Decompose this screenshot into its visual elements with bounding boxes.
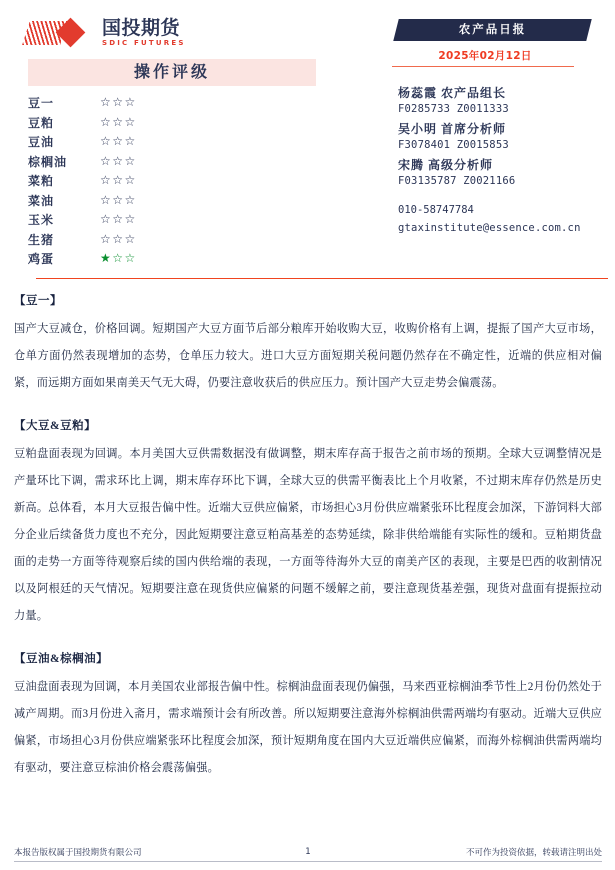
rating-stars: ★☆☆ xyxy=(100,251,137,266)
header-divider xyxy=(36,278,608,279)
section-body: 国产大豆减仓，价格回调。短期国产大豆方面节后部分粮库开始收购大豆，收购价格有上调，提振了国产大豆市场，仓单方面仍然表现增加的态势，仓单压力较大。进口大豆方面短期关税问题仍然存在不确定性，近端的供应相对偏紧，而远期方面如果南美天气无大碍，仍要注意收获后的供应压力。预计国产大豆走势会偏震荡。 xyxy=(14,323,602,389)
rating-row xyxy=(28,113,316,133)
logo-name-cn: 国投期货 xyxy=(102,17,181,39)
rating-list xyxy=(28,93,316,269)
analyst-license-code: F3078401 Z0015853 xyxy=(398,139,509,151)
report-section xyxy=(14,417,602,630)
date-underline xyxy=(392,66,574,67)
report-section xyxy=(14,292,602,397)
rating-stars: ☆☆☆ xyxy=(100,114,137,129)
analyst-name: 吴小明 首席分析师 xyxy=(398,122,507,136)
rating-card-title: 操作评级 xyxy=(28,59,316,86)
footer-row xyxy=(14,846,602,858)
section-heading: 【大豆&豆粕】 xyxy=(14,420,97,432)
rating-stars: ☆☆☆ xyxy=(100,95,137,110)
section-heading: 【豆一】 xyxy=(14,295,62,307)
report-section xyxy=(14,650,602,782)
footer-copyright: 本报告版权属于国投期货有限公司 xyxy=(14,848,142,858)
footer-divider xyxy=(14,861,602,862)
rating-row xyxy=(28,152,316,172)
banner-title: 农产品日报 xyxy=(458,24,527,36)
rating-row xyxy=(28,249,316,269)
analyst-license-code: F0285733 Z0011333 xyxy=(398,103,509,115)
rating-row xyxy=(28,210,316,230)
rating-stars: ☆☆☆ xyxy=(100,153,137,168)
rating-commodity-name: 豆粕 xyxy=(28,115,55,130)
footer-disclaimer: 不可作为投资依据，转载请注明出处 xyxy=(465,848,602,858)
contact-phone[interactable]: 010-58747784 xyxy=(398,204,474,216)
rating-commodity-name: 棕榈油 xyxy=(28,154,68,169)
document-footer xyxy=(0,834,615,870)
rating-commodity-name: 玉米 xyxy=(28,213,55,228)
rating-commodity-name: 鸡蛋 xyxy=(28,252,55,267)
contacts-block xyxy=(398,84,608,234)
logo-diamond-icon xyxy=(26,18,98,48)
rating-commodity-name: 菜粕 xyxy=(28,174,55,189)
report-banner xyxy=(396,19,589,41)
rating-stars: ☆☆☆ xyxy=(100,231,137,246)
rating-stars: ☆☆☆ xyxy=(100,192,137,207)
section-body: 豆油盘面表现为回调，本月美国农业部报告偏中性。棕榈油盘面表现仍偏强，马来西亚棕榈油季节性上2月份仍然处于减产周期。而3月份进入斋月，需求端预计会有所改善。所以短期要注意海外棕榈油供需两端均有驱动。近端大豆供应偏紧，市场担心3月份供应端紧张环比程度会加深，预计短期角度在国内大豆近端供应偏紧，而海外棕榈油供需两端均有驱动，要注意豆棕油价格会震荡偏强。 xyxy=(14,681,602,774)
rating-commodity-name: 菜油 xyxy=(28,193,55,208)
analyst-name: 杨蕊霞 农产品组长 xyxy=(398,86,507,100)
logo-name-en: SDIC FUTURES xyxy=(102,39,186,47)
rating-stars: ☆☆☆ xyxy=(100,173,137,188)
section-body: 豆粕盘面表现为回调。本月美国大豆供需数据没有做调整，期末库存高于报告之前市场的预期。全球大豆调整情况是产量环比下调，需求环比上调，期末库存环比下调，全球大豆的供需平衡表比上个月收紧，不过期末库存仍然是历史新高。总体看，本月大豆报告偏中性。近端大豆供应偏紧，市场担心3月份供应端紧张环比程度会加深，下游饲料大部分企业后续备货力度也不充分，因此短期要注意豆粕高基差的态势延续，除非供给端能有实际性的缓和。豆粕期货盘面的走势一方面等待观察后续的国内供给端的表现，一方面等待海外大豆的南美产区的表现，主要是巴西的收割情况以及阿根廷的天气情况。短期要注意在现货供应偏紧的问题不缓解之前，要注意现货基差强，现货对盘面有提振拉动力量。 xyxy=(14,448,602,622)
rating-stars: ☆☆☆ xyxy=(100,134,137,149)
analyst-license-code: F03135787 Z0021166 xyxy=(398,175,516,187)
document-header xyxy=(0,0,615,285)
rating-row xyxy=(28,230,316,250)
contacts-spacer xyxy=(398,192,608,204)
rating-commodity-name: 生猪 xyxy=(28,232,55,247)
contact-email[interactable]: gtaxinstitute@essence.com.cn xyxy=(398,222,581,234)
operation-rating-card xyxy=(28,59,316,269)
rating-row xyxy=(28,171,316,191)
rating-row xyxy=(28,132,316,152)
rating-stars: ☆☆☆ xyxy=(100,212,137,227)
company-logo xyxy=(26,16,186,50)
logo-text xyxy=(102,19,186,47)
rating-commodity-name: 豆一 xyxy=(28,96,55,111)
report-content xyxy=(14,292,602,802)
rating-row xyxy=(28,93,316,113)
analyst-name: 宋腾 高级分析师 xyxy=(398,158,494,172)
report-date: 2025年02月12日 xyxy=(438,50,532,62)
rating-commodity-name: 豆油 xyxy=(28,135,55,150)
rating-row xyxy=(28,191,316,211)
footer-page-number: 1 xyxy=(305,847,311,857)
section-heading: 【豆油&棕榈油】 xyxy=(14,653,109,665)
